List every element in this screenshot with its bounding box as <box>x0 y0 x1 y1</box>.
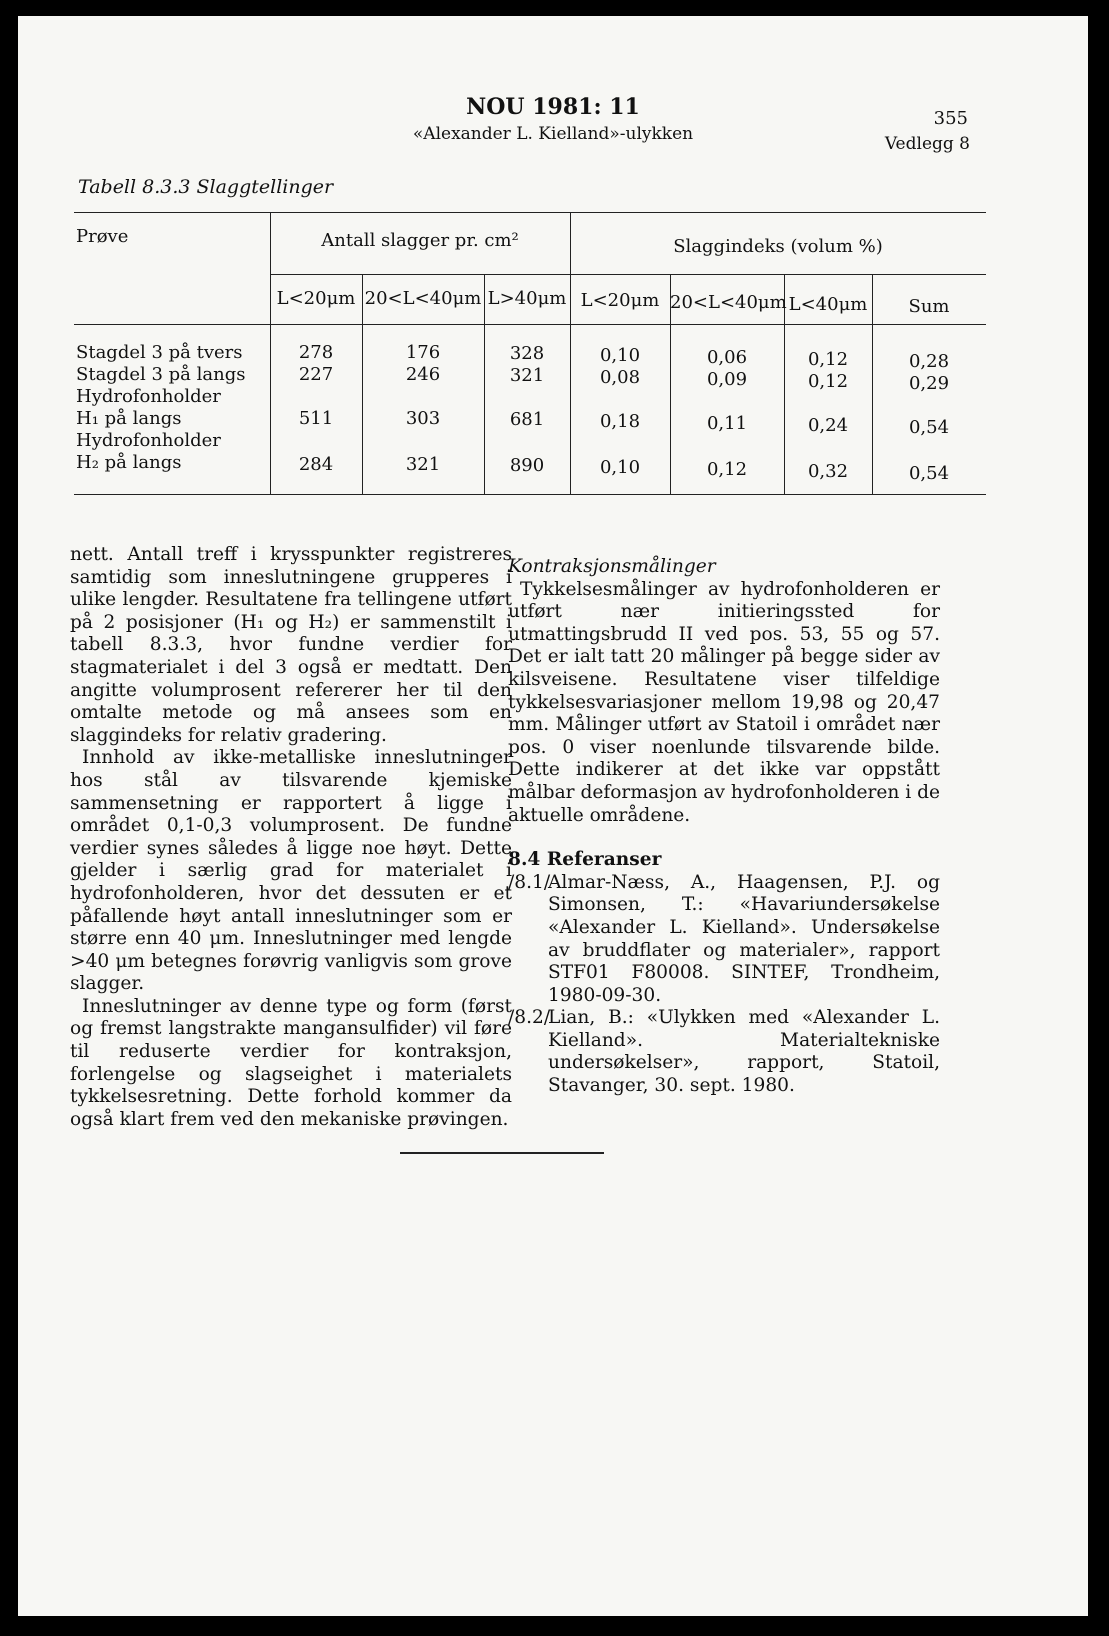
row-label: Hydrofonholder <box>76 430 221 451</box>
reference-text: Lian, B.: «Ulykken med «Alexander L. Kielland». Materialtekniske undersøkelser», rapport, Statoil, Stavanger, 30. sept. 1980. <box>548 1007 940 1097</box>
table-cell: 890 <box>509 455 545 476</box>
table-cell: 0,12 <box>807 371 849 392</box>
page-number: 355 <box>933 108 968 129</box>
table-cell: 0,54 <box>908 417 950 438</box>
body-paragraph: Innhold av ikke-metalliske inneslutninger hos stål av tilsvarende kjemiske sammensetning er rapportert å ligge i området 0,1-0,3 volumprosent. De fundne verdier synes således å ligge noe høyt. Dette gjelder i særlig grad for materialet i hydrofonholderen, hvor det dessuten er et påfallende høyt antall inneslutninger som er større enn 40 μm. Inneslutninger med lengde >40 μm betegnes forøvrig vanligvis som grove slagger. <box>70 747 512 995</box>
subheader-cell: L<40μm <box>788 294 868 315</box>
table-bottom-rule <box>74 494 986 495</box>
slag-count-table <box>74 212 986 512</box>
table-cell: 321 <box>509 365 545 386</box>
table-cell: 0,24 <box>807 415 849 436</box>
table-cell: 0,09 <box>706 369 748 390</box>
reference-text: Almar-Næss, A., Haagensen, P.J. og Simonsen, T.: «Havariundersøkelse «Alexander L. Kielland». Undersøkelse av bruddflater og materialer», rapport STF01 F80008. SINTEF, Trondheim, 1980-09-30. <box>548 871 940 1006</box>
reference-number: /8.2/ <box>508 1007 551 1029</box>
reference-entry <box>508 872 940 1008</box>
table-cell: 0,29 <box>908 373 950 394</box>
row-label: H₂ på langs <box>76 452 182 473</box>
appendix-label: Vedlegg 8 <box>884 134 970 154</box>
table-cell: 0,06 <box>706 347 748 368</box>
table-cell: 0,18 <box>599 411 641 432</box>
table-cell: 303 <box>405 408 441 429</box>
table-cell: 0,08 <box>599 367 641 388</box>
report-title: NOU 1981: 11 <box>466 94 640 120</box>
table-cell: 176 <box>405 342 441 363</box>
row-label: Hydrofonholder <box>76 386 221 407</box>
table-cell: 321 <box>405 454 441 475</box>
table-subheader-rule <box>270 274 986 275</box>
reference-entry <box>508 1007 940 1097</box>
table-cell: 328 <box>509 343 545 364</box>
table-cell: 0,28 <box>908 351 950 372</box>
table-cell: 284 <box>298 454 334 475</box>
table-top-rule <box>74 212 986 213</box>
table-cell: 681 <box>509 409 545 430</box>
subheader-cell: L<20μm <box>276 288 356 309</box>
row-label: Stagdel 3 på tvers <box>76 342 243 363</box>
row-label: H₁ på langs <box>76 408 182 429</box>
subheader-cell: 20<L<40μm <box>364 288 482 309</box>
table-cell: 0,12 <box>807 349 849 370</box>
table-cell: 0,10 <box>599 345 641 366</box>
subheader-cell: Sum <box>908 296 950 317</box>
table-header-rule <box>74 324 986 325</box>
subheader-cell: 20<L<40μm <box>670 292 787 313</box>
right-text-column <box>508 556 940 1098</box>
section-heading: 8.4 Referanser <box>508 849 662 871</box>
header-slag-index: Slaggindeks (volum %) <box>673 236 883 257</box>
end-rule <box>400 1152 604 1154</box>
left-text-column <box>70 544 512 1131</box>
body-paragraph: nett. Antall treff i krysspunkter registreres samtidig som inneslutningene grupperes i ulike lengder. Resultatene fra tellingene utført på 2 posisjoner (H₁ og H₂) er sammenstilt i tabell 8.3.3, hvor fundne verdier for stagmaterialet i del 3 også er medtatt. Den angitte volumprosent refererer her til den omtalte metode og må ansees som en slaggindeks for relativ gradering. <box>70 544 512 746</box>
reference-number: /8.1/ <box>508 871 551 893</box>
body-paragraph: Inneslutninger av denne type og form (først og fremst langstrakte mangansulfider) vil føre til reduserte verdier for kontraksjon, forlengelse og slagseighet i materialets tykkelsesretning. Dette forhold kommer da også klart frem ved den mekaniske prøvingen. <box>70 995 512 1130</box>
table-cell: 0,11 <box>706 413 748 434</box>
document-page <box>18 16 1088 1616</box>
table-cell: 246 <box>405 364 441 385</box>
subheading: Kontraksjonsmålinger <box>508 556 716 577</box>
table-cell: 0,32 <box>807 461 849 482</box>
table-cell: 227 <box>298 364 334 385</box>
row-label: Stagdel 3 på langs <box>76 364 246 385</box>
body-paragraph: Tykkelsesmålinger av hydrofonholderen er utført nær initieringssted for utmattingsbrudd II ved pos. 53, 55 og 57. Det er ialt tatt 20 målinger på begge sider av kilsveisene. Resultatene viser tilfeldige tykkelsesvariasjoner mellom 19,98 og 20,47 mm. Målinger utført av Statoil i området nær pos. 0 viser noenlunde tilsvarende bilde. Dette indikerer at det ikke var oppstått målbar deformasjon av hydrofonholderen i de aktuelle områdene. <box>508 578 941 826</box>
table-cell: 278 <box>298 342 334 363</box>
header-sample: Prøve <box>76 226 129 247</box>
subheader-cell: L<20μm <box>580 290 660 311</box>
table-cell: 511 <box>298 408 334 429</box>
table-cell: 0,54 <box>908 463 950 484</box>
table-caption: Tabell 8.3.3 Slaggtellinger <box>78 176 334 198</box>
header-slag-count: Antall slagger pr. cm² <box>321 230 519 251</box>
subheader-cell: L>40μm <box>487 288 567 309</box>
report-subtitle: «Alexander L. Kielland»-ulykken <box>412 124 694 144</box>
table-cell: 0,12 <box>706 459 748 480</box>
table-cell: 0,10 <box>599 457 641 478</box>
